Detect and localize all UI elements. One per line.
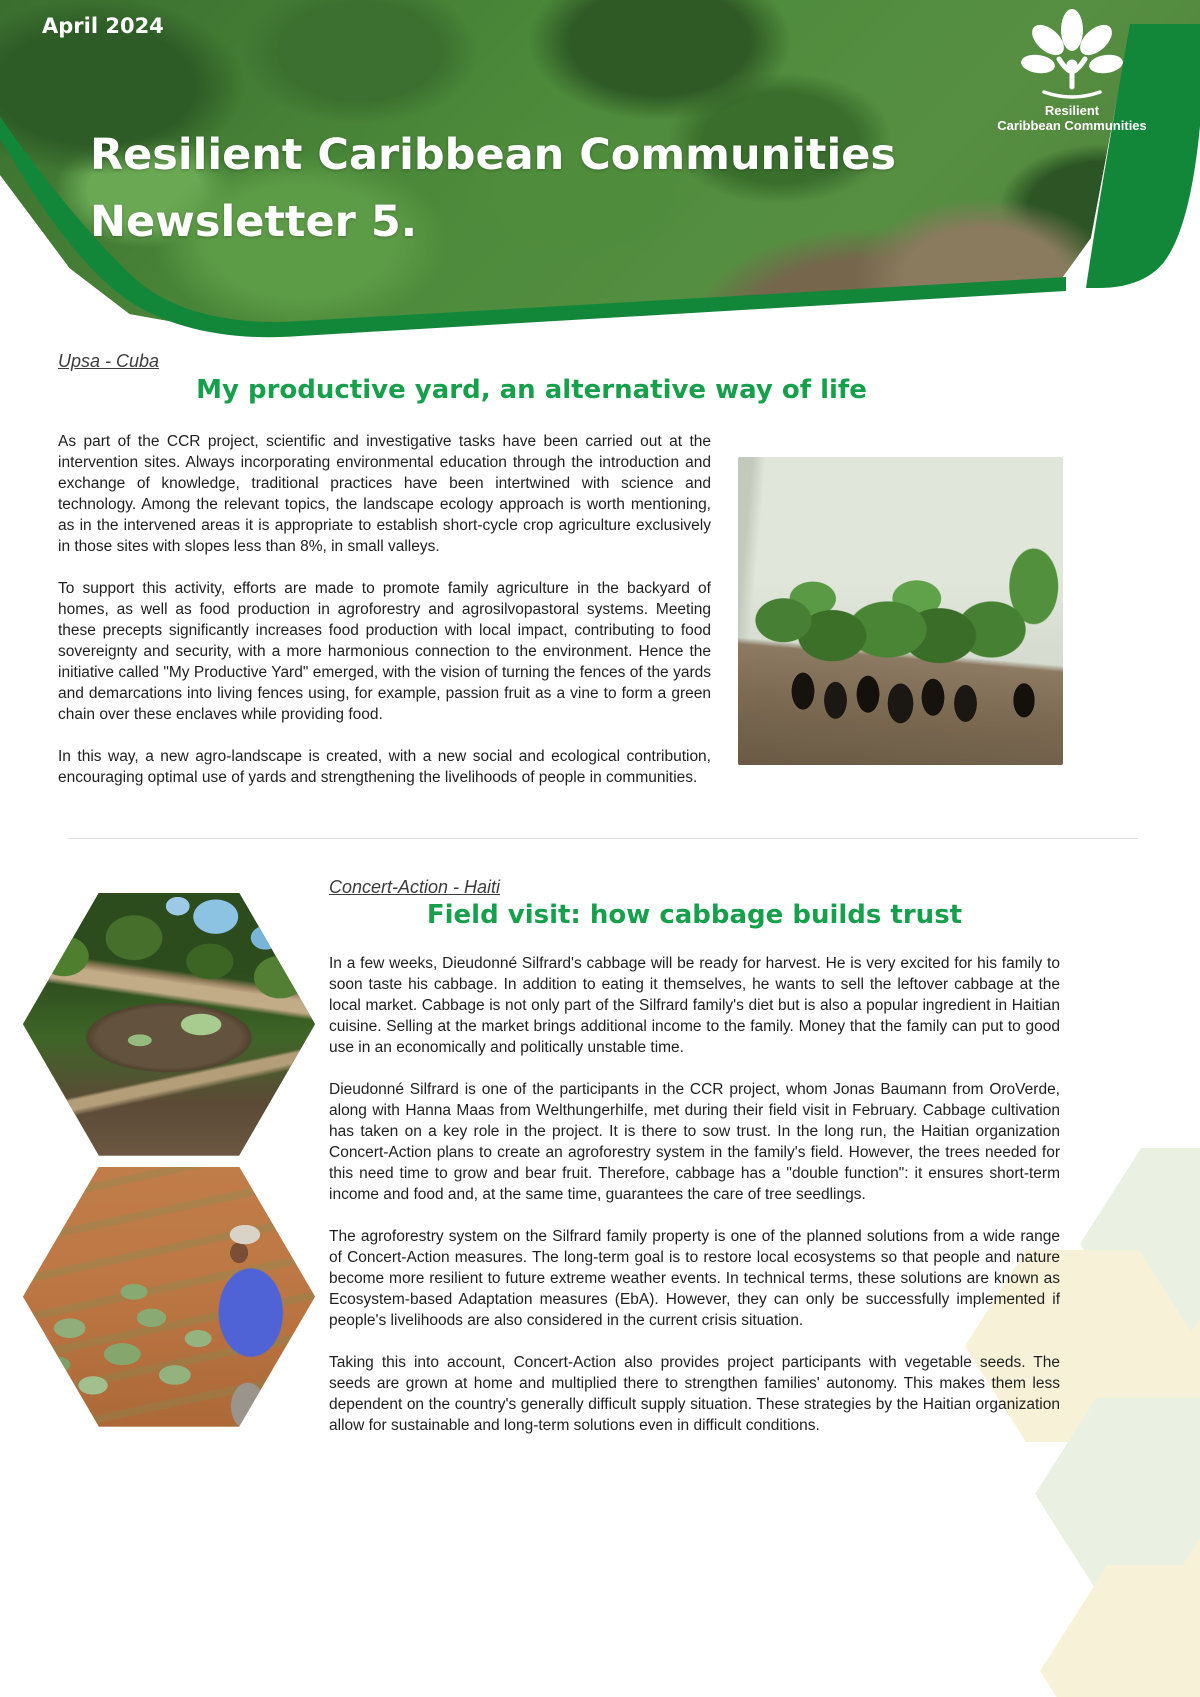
section-1-body	[58, 431, 1063, 725]
logo-text-line-2: Caribbean Communities	[997, 118, 1147, 133]
section-concert-action-haiti	[55, 877, 1145, 1437]
paragraph: As part of the CCR project, scientific and investigative tasks have been carried out at the intervention sites. Always incorporating environmental education through the introduction and exchange of knowledge, traditional practices have been intertwined with science and technology. Among the relevant topics, the landscape ecology approach is worth mentioning, as in the intervened areas it is appropriate to establish short-cycle crop agriculture exclusively in those sites with slopes less than 8%, in small valleys.	[58, 432, 711, 555]
issue-date: April 2024	[42, 14, 164, 38]
leaf-person-logo-icon	[992, 6, 1152, 136]
section-1-heading: My productive yard, an alternative way of life	[196, 374, 867, 405]
paragraph: To support this activity, efforts are made to promote family agriculture in the backyard of homes, as well as food production in agroforestry and agrosilvopastoral systems. Meeting these precepts significantly increases food production with local impact, contributing to food sovereignty and security, with a more harmonious connection to the environment. Hence the initiative called "My Productive Yard" emerged, with the vision of turning the fences of the yards and demarcations into living fences using, for example, passion fruit as a vine to form a green chain over these enclaves while providing food.	[58, 579, 711, 723]
decorative-hexagon	[1040, 1565, 1200, 1697]
masthead	[0, 0, 1200, 345]
title-line-1: Resilient Caribbean Communities	[90, 130, 896, 180]
rcc-logo	[992, 6, 1152, 141]
org-tag-upsa-cuba: Upsa - Cuba	[58, 351, 160, 371]
title-line-2: Newsletter 5.	[90, 196, 418, 247]
photo-stack	[23, 893, 315, 1427]
logo-text-line-1: Resilient	[1044, 103, 1100, 118]
paragraph: The agroforestry system on the Silfrard family property is one of the planned solutions from a wide range of Concert-Action measures. The long-term goal is to restore local ecosystems so that people and nature become more resilient to future extreme weather events. In technical terms, these solutions are known as Ecosystem-based Adaptation measures (EbA). However, they can only be successfully implemented if people's livelihoods are also considered in the current crisis situation.	[329, 1228, 1060, 1330]
paragraph: Dieudonné Silfrard is one of the participants in the CCR project, whom Jonas Baumann from OroVerde, along with Hanna Maas from Welthungerhilfe, met during their field visit in February. Cabbage cultivation has taken on a key role in the project. It is there to sow trust. In the long run, the Haitian organization Concert-Action plans to create an agroforestry system in the family's field. However, the trees needed for this need time to grow and bear fruit. Therefore, cabbage has a "double function": it ensures short-term income and food and, at the same time, guarantees the care of tree seedlings.	[329, 1081, 1060, 1204]
seedlings-photo	[738, 457, 1063, 765]
paragraph: In a few weeks, Dieudonné Silfrard's cabbage will be ready for harvest. He is very excited for his family to soon taste his cabbage. In addition to eating it themselves, he wants to sell the leftover cabbage at the local market. Cabbage is not only part of the Silfrard family's diet but is also a popular ingredient in Haitian cuisine. Selling at the market brings additional income to the family. Money that the family can put to good use in an economically and politically unstable time.	[329, 955, 1060, 1057]
section-divider	[68, 838, 1138, 839]
paragraph: Taking this into account, Concert-Action also provides project participants with vegetable seeds. The seeds are grown at home and multiplied there to strengthen families' autonomy. This makes them less dependent on the country's generally difficult supply situation. These strategies by the Haitian organization allow for sustainable and long-term solutions even in difficult conditions.	[329, 1354, 1060, 1435]
paragraph: In this way, a new agro-landscape is created, with a new social and ecological contribution, encouraging optimal use of yards and strengthening the livelihoods of people in communities.	[58, 747, 711, 786]
newsletter-title	[90, 122, 896, 255]
cabbage-field-photo	[23, 1167, 315, 1427]
section-upsa-cuba	[55, 345, 1145, 788]
org-tag-concert-action-haiti: Concert-Action - Haiti	[329, 876, 501, 897]
section-2-heading: Field visit: how cabbage builds trust	[426, 900, 963, 931]
garden-bed-photo	[23, 893, 315, 1156]
